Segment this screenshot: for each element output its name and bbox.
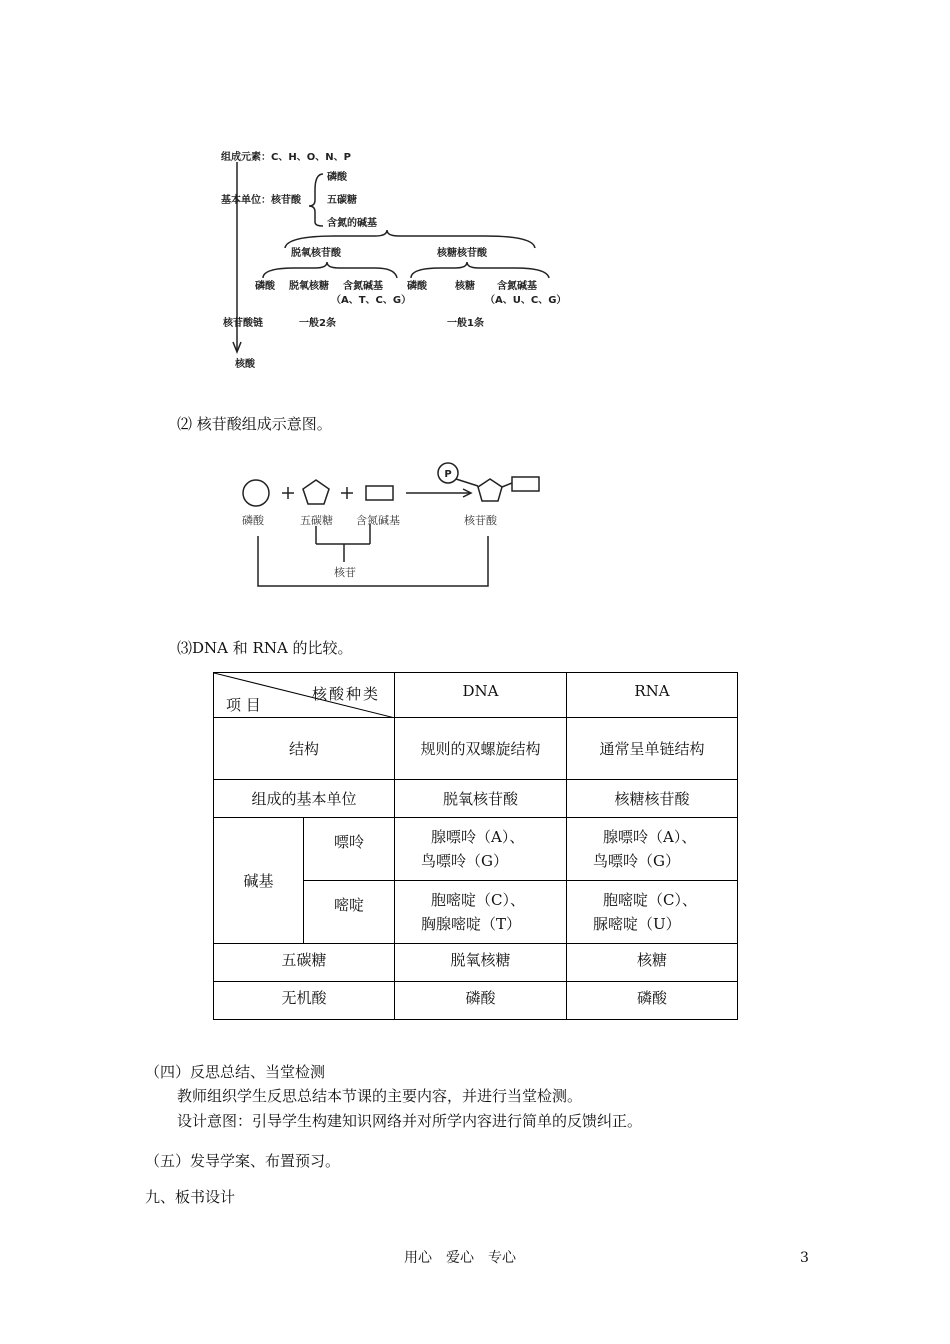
phosphate-circle [243, 480, 269, 506]
corner-bottom-label: 项 目 [226, 696, 261, 714]
table-row [214, 718, 738, 780]
row-label-acid: 无机酸 [214, 982, 395, 1020]
dna-purine: 腺嘌呤（A）、 鸟嘌呤（G） [395, 818, 567, 881]
table-row [214, 982, 738, 1020]
nucleic-acid-label: 核酸 [235, 359, 255, 370]
section-4-paragraph-2: 设计意图：引导学生构建知识网络并对所学内容进行简单的反馈纠正。 [177, 1112, 643, 1130]
rna-chain-count: 一般1条 [447, 318, 484, 329]
row-label-purine: 嘌呤 [304, 818, 395, 881]
component-base: 含氮的碱基 [327, 218, 377, 229]
row-label-sugar: 五碳糖 [214, 944, 395, 982]
nucleic-acid-composition-diagram [215, 130, 567, 380]
rna-acid: 磷酸 [567, 982, 738, 1020]
rna-bases: （A、U、C、G） [485, 295, 567, 306]
section-5-title: （五）发导学案、布置预习。 [145, 1152, 341, 1170]
dna-sugar: 脱氧核糖 [395, 944, 567, 982]
row-label-structure: 结构 [214, 718, 395, 780]
rna-part-sugar: 核糖 [455, 281, 475, 292]
dna-structure: 规则的双螺旋结构 [395, 718, 567, 780]
table-row [214, 818, 738, 881]
dna-rna-comparison-table [213, 672, 738, 1020]
table-corner-header [214, 673, 395, 718]
caption-dna-rna-comparison: ⑶DNA 和 RNA 的比较。 [177, 639, 353, 657]
composition-lines [215, 130, 560, 380]
dna-unit: 脱氧核苷酸 [395, 780, 567, 818]
composition-basic-unit: 基本单位：核苷酸 [221, 195, 301, 206]
rna-unit: 核糖核苷酸 [567, 780, 738, 818]
nucleotide-schematic [220, 452, 550, 610]
section-4-title: （四）反思总结、当堂检测 [145, 1063, 326, 1081]
nucleotide-pentagon [478, 479, 502, 501]
rna-sugar: 核糖 [567, 944, 738, 982]
schematic-label-nucleoside: 核苷 [334, 566, 356, 579]
rna-part-phosphate: 磷酸 [407, 281, 427, 292]
dna-part-phosphate: 磷酸 [255, 281, 275, 292]
dna-acid: 磷酸 [395, 982, 567, 1020]
corner-top-label: 核酸种类 [312, 685, 381, 703]
base-rectangle [366, 486, 393, 500]
footer-motto: 用心 爱心 专心 [404, 1250, 516, 1266]
dna-nucleotide-label: 脱氧核苷酸 [291, 248, 341, 259]
dna-bases: （A、T、C、G） [331, 295, 412, 306]
dna-part-base: 含氮碱基 [343, 281, 383, 292]
rna-part-base: 含氮碱基 [497, 281, 537, 292]
section-9-title: 九、板书设计 [145, 1188, 236, 1206]
component-phosphate: 磷酸 [327, 172, 347, 183]
header-rna: RNA [567, 673, 738, 718]
dna-part-sugar: 脱氧核糖 [289, 281, 329, 292]
row-label-base: 碱基 [214, 818, 304, 944]
component-pentose: 五碳糖 [327, 195, 357, 206]
nucleotide-base-rectangle [512, 477, 539, 491]
page-number: 3 [800, 1250, 809, 1266]
schematic-label-phosphate: 磷酸 [242, 514, 264, 527]
schematic-label-pentose: 五碳糖 [300, 514, 333, 527]
composition-elements: 组成元素：C、H、O、N、P [221, 152, 351, 163]
rna-nucleotide-label: 核糖核苷酸 [437, 248, 487, 259]
row-label-pyrimidine: 嘧啶 [304, 881, 395, 944]
table-row [214, 944, 738, 982]
section-4-paragraph-1: 教师组织学生反思总结本节课的主要内容，并进行当堂检测。 [177, 1087, 583, 1105]
row-label-unit: 组成的基本单位 [214, 780, 395, 818]
schematic-label-base: 含氮碱基 [356, 514, 400, 527]
table-row [214, 780, 738, 818]
dna-pyrimidine: 胞嘧啶（C）、 胸腺嘧啶（T） [395, 881, 567, 944]
phosphate-symbol: P [444, 469, 452, 480]
rna-pyrimidine: 胞嘧啶（C）、 脲嘧啶（U） [567, 881, 738, 944]
rna-structure: 通常呈单链结构 [567, 718, 738, 780]
schematic-shapes [220, 452, 550, 610]
rna-purine: 腺嘌呤（A）、 鸟嘌呤（G） [567, 818, 738, 881]
header-dna: DNA [395, 673, 567, 718]
nucleotide-chain-label: 核苷酸链 [223, 318, 263, 329]
caption-nucleotide-diagram: ⑵ 核苷酸组成示意图。 [177, 415, 332, 433]
pentose-pentagon [303, 480, 329, 504]
schematic-label-nucleotide: 核苷酸 [464, 514, 497, 527]
dna-chain-count: 一般2条 [299, 318, 336, 329]
